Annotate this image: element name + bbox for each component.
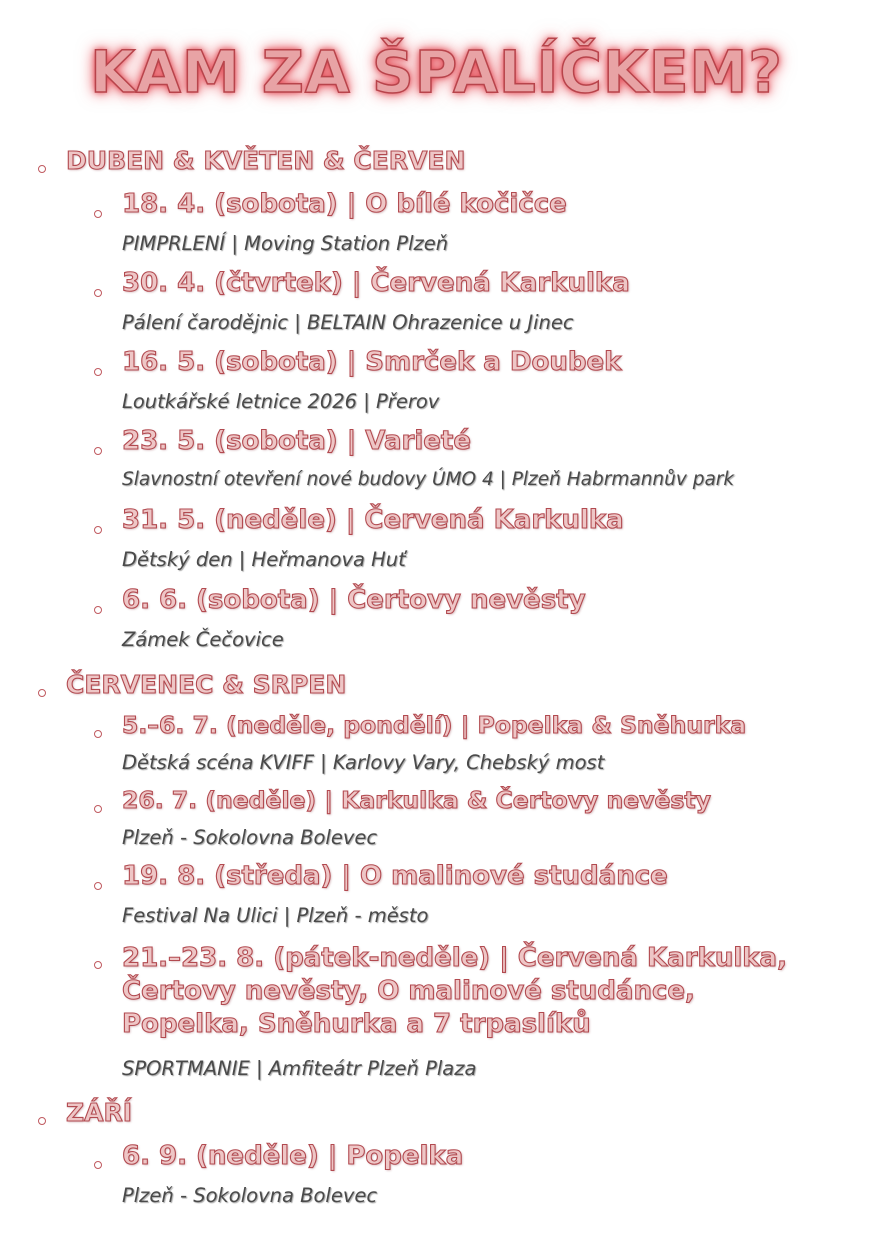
- event-title: 31. 5. (neděle) | Červená Karkulka: [122, 505, 624, 535]
- section-heading: ČERVENEC & SRPEN: [66, 670, 347, 699]
- bullet-icon: [94, 1161, 102, 1169]
- event-title: 18. 4. (sobota) | O bílé kočičce: [122, 189, 567, 219]
- bullet-icon: [94, 805, 102, 813]
- event-subtitle: Plzeň - Sokolovna Bolevec: [122, 1184, 378, 1207]
- event-subtitle: Dětská scéna KVIFF | Karlovy Vary, Chebský most: [122, 751, 605, 774]
- event-subtitle: Dětský den | Heřmanova Huť: [122, 548, 406, 571]
- event-subtitle: Plzeň - Sokolovna Bolevec: [122, 826, 378, 849]
- section-heading: DUBEN & KVĚTEN & ČERVEN: [66, 146, 466, 175]
- event-subtitle: Slavnostní otevření nové budovy ÚMO 4 | Plzeň Habrmannův park: [122, 469, 735, 490]
- bullet-icon: [38, 1117, 46, 1125]
- page-title: KAM ZA ŠPALÍČKEM?: [90, 38, 783, 106]
- bullet-icon: [94, 289, 102, 297]
- event-subtitle: Pálení čarodějnic | BELTAIN Ohrazenice u Jinec: [122, 311, 574, 334]
- bullet-icon: [94, 210, 102, 218]
- bullet-icon: [94, 606, 102, 614]
- event-title: 21.–23. 8. (pátek-neděle) | Červená Karkulka, Čertovy nevěsty, O malinové studánce, Popelka, Sněhurka a 7 trpaslíků: [122, 943, 787, 1039]
- event-subtitle: SPORTMANIE | Amfiteátr Plzeň Plaza: [122, 1057, 477, 1080]
- section-heading: ZÁŘÍ: [66, 1098, 133, 1127]
- event-subtitle: Zámek Čečovice: [122, 628, 284, 651]
- bullet-icon: [38, 165, 46, 173]
- bullet-icon: [94, 961, 102, 969]
- bullet-icon: [94, 447, 102, 455]
- event-title: 5.–6. 7. (neděle, pondělí) | Popelka & Sněhurka: [122, 711, 747, 739]
- event-subtitle: PIMPRLENÍ | Moving Station Plzeň: [122, 232, 449, 255]
- event-title: 26. 7. (neděle) | Karkulka & Čertovy nevěsty: [122, 786, 711, 814]
- event-title: 30. 4. (čtvrtek) | Červená Karkulka: [122, 268, 630, 298]
- event-subtitle: Festival Na Ulici | Plzeň - město: [122, 904, 429, 927]
- bullet-icon: [38, 689, 46, 697]
- event-subtitle: Loutkářské letnice 2026 | Přerov: [122, 390, 440, 413]
- bullet-icon: [94, 526, 102, 534]
- bullet-icon: [94, 730, 102, 738]
- event-title: 19. 8. (středa) | O malinové studánce: [122, 861, 668, 891]
- event-title: 16. 5. (sobota) | Smrček a Doubek: [122, 347, 622, 377]
- bullet-icon: [94, 368, 102, 376]
- bullet-icon: [94, 882, 102, 890]
- event-title: 6. 9. (neděle) | Popelka: [122, 1141, 464, 1171]
- event-title: 23. 5. (sobota) | Varieté: [122, 426, 471, 456]
- event-title: 6. 6. (sobota) | Čertovy nevěsty: [122, 585, 586, 615]
